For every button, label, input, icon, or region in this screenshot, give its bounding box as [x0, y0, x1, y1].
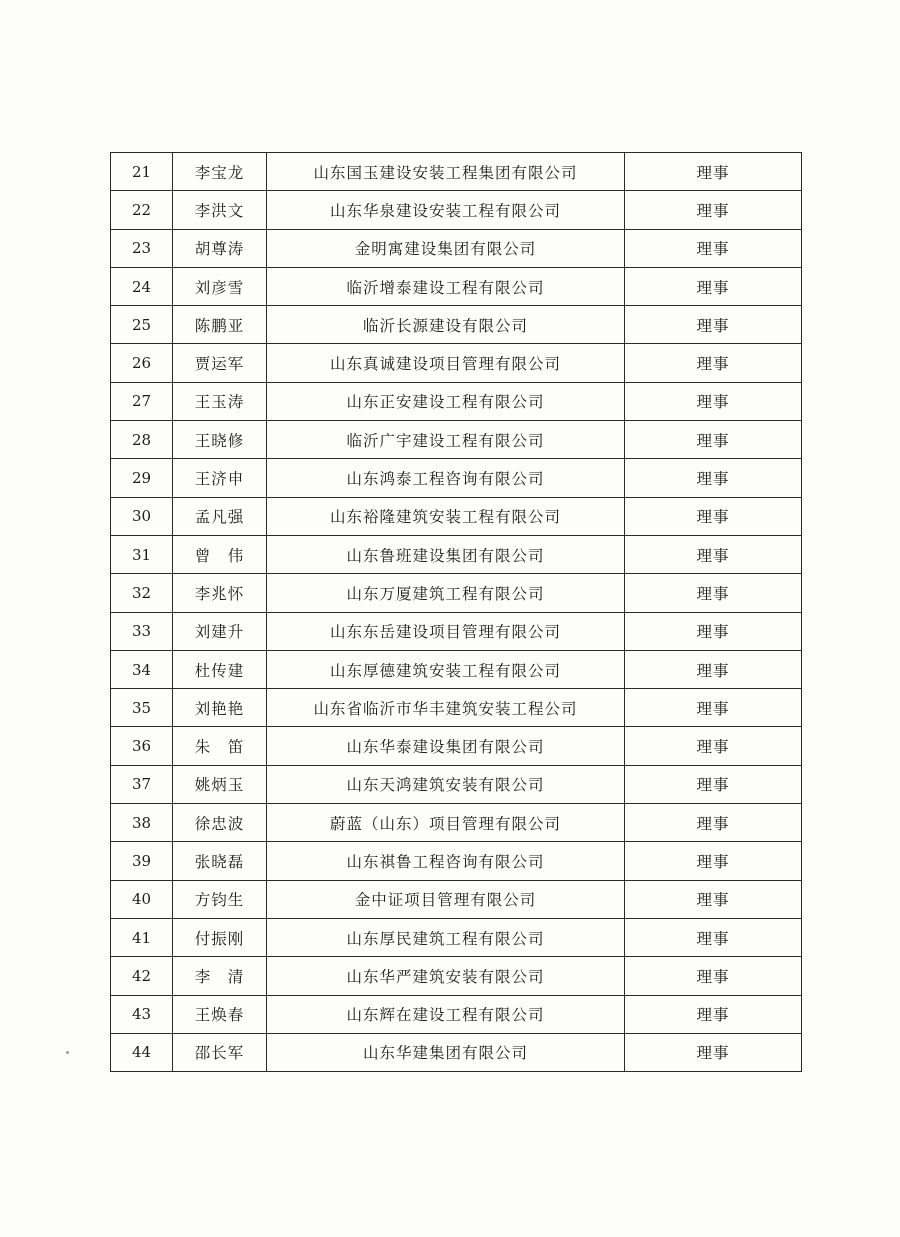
row-number: 43 [111, 995, 173, 1033]
table-row [111, 497, 802, 535]
table-row [111, 612, 802, 650]
table-row [111, 382, 802, 420]
member-name: 陈鹏亚 [173, 306, 267, 344]
row-number: 34 [111, 650, 173, 688]
row-number: 23 [111, 229, 173, 267]
table-row [111, 842, 802, 880]
member-role: 理事 [625, 574, 802, 612]
member-name: 胡尊涛 [173, 229, 267, 267]
member-name: 刘艳艳 [173, 689, 267, 727]
row-number: 21 [111, 153, 173, 191]
member-role: 理事 [625, 421, 802, 459]
company-name: 山东华泉建设安装工程有限公司 [267, 191, 625, 229]
row-number: 41 [111, 918, 173, 956]
member-name: 张晓磊 [173, 842, 267, 880]
company-name: 山东省临沂市华丰建筑安装工程公司 [267, 689, 625, 727]
company-name: 山东祺鲁工程咨询有限公司 [267, 842, 625, 880]
row-number: 37 [111, 765, 173, 803]
member-name: 王玉涛 [173, 382, 267, 420]
member-name: 付振刚 [173, 918, 267, 956]
member-name: 刘彦雪 [173, 267, 267, 305]
row-number: 26 [111, 344, 173, 382]
member-role: 理事 [625, 842, 802, 880]
table-row [111, 306, 802, 344]
table-row [111, 421, 802, 459]
member-name: 徐忠波 [173, 804, 267, 842]
row-number: 32 [111, 574, 173, 612]
table-row [111, 229, 802, 267]
member-table [110, 152, 802, 1072]
table-row [111, 727, 802, 765]
member-role: 理事 [625, 765, 802, 803]
member-role: 理事 [625, 918, 802, 956]
table-row [111, 689, 802, 727]
company-name: 山东裕隆建筑安装工程有限公司 [267, 497, 625, 535]
company-name: 山东厚德建筑安装工程有限公司 [267, 650, 625, 688]
member-role: 理事 [625, 612, 802, 650]
member-name: 孟凡强 [173, 497, 267, 535]
row-number: 30 [111, 497, 173, 535]
member-role: 理事 [625, 804, 802, 842]
member-role: 理事 [625, 382, 802, 420]
member-role: 理事 [625, 267, 802, 305]
company-name: 山东鸿泰工程咨询有限公司 [267, 459, 625, 497]
table-row [111, 459, 802, 497]
table-row [111, 880, 802, 918]
row-number: 35 [111, 689, 173, 727]
table-row [111, 804, 802, 842]
company-name: 蔚蓝（山东）项目管理有限公司 [267, 804, 625, 842]
row-number: 36 [111, 727, 173, 765]
table-row [111, 344, 802, 382]
row-number: 31 [111, 535, 173, 573]
row-number: 44 [111, 1033, 173, 1071]
member-role: 理事 [625, 1033, 802, 1071]
member-name: 王晓修 [173, 421, 267, 459]
member-name: 李洪文 [173, 191, 267, 229]
member-name: 王济申 [173, 459, 267, 497]
table-row [111, 765, 802, 803]
table-row [111, 153, 802, 191]
table-row [111, 650, 802, 688]
member-name: 杜传建 [173, 650, 267, 688]
company-name: 山东真诚建设项目管理有限公司 [267, 344, 625, 382]
member-role: 理事 [625, 650, 802, 688]
company-name: 临沂长源建设有限公司 [267, 306, 625, 344]
member-name: 王焕春 [173, 995, 267, 1033]
company-name: 山东万厦建筑工程有限公司 [267, 574, 625, 612]
member-role: 理事 [625, 191, 802, 229]
member-role: 理事 [625, 229, 802, 267]
row-number: 42 [111, 957, 173, 995]
member-table-body [111, 153, 802, 1072]
member-role: 理事 [625, 880, 802, 918]
member-name: 曾 伟 [173, 535, 267, 573]
company-name: 山东华严建筑安装有限公司 [267, 957, 625, 995]
member-name: 姚炳玉 [173, 765, 267, 803]
member-role: 理事 [625, 344, 802, 382]
company-name: 金明寓建设集团有限公司 [267, 229, 625, 267]
table-row [111, 574, 802, 612]
member-role: 理事 [625, 535, 802, 573]
member-role: 理事 [625, 957, 802, 995]
member-role: 理事 [625, 995, 802, 1033]
row-number: 24 [111, 267, 173, 305]
member-name: 刘建升 [173, 612, 267, 650]
member-name: 李兆怀 [173, 574, 267, 612]
company-name: 临沂广宇建设工程有限公司 [267, 421, 625, 459]
member-name: 朱 笛 [173, 727, 267, 765]
row-number: 25 [111, 306, 173, 344]
company-name: 山东正安建设工程有限公司 [267, 382, 625, 420]
member-name: 李宝龙 [173, 153, 267, 191]
table-row [111, 995, 802, 1033]
member-role: 理事 [625, 459, 802, 497]
table-row [111, 1033, 802, 1071]
member-name: 李 清 [173, 957, 267, 995]
company-name: 山东国玉建设安装工程集团有限公司 [267, 153, 625, 191]
table-row [111, 918, 802, 956]
scan-speck [66, 1051, 69, 1054]
row-number: 28 [111, 421, 173, 459]
row-number: 40 [111, 880, 173, 918]
row-number: 29 [111, 459, 173, 497]
table-row [111, 267, 802, 305]
table-row [111, 191, 802, 229]
table-row [111, 535, 802, 573]
company-name: 山东厚民建筑工程有限公司 [267, 918, 625, 956]
member-role: 理事 [625, 727, 802, 765]
company-name: 山东辉在建设工程有限公司 [267, 995, 625, 1033]
member-name: 贾运军 [173, 344, 267, 382]
company-name: 临沂增泰建设工程有限公司 [267, 267, 625, 305]
row-number: 33 [111, 612, 173, 650]
member-role: 理事 [625, 689, 802, 727]
member-role: 理事 [625, 306, 802, 344]
company-name: 山东华建集团有限公司 [267, 1033, 625, 1071]
member-name: 方钧生 [173, 880, 267, 918]
row-number: 39 [111, 842, 173, 880]
row-number: 38 [111, 804, 173, 842]
company-name: 山东天鸿建筑安装有限公司 [267, 765, 625, 803]
company-name: 山东鲁班建设集团有限公司 [267, 535, 625, 573]
member-role: 理事 [625, 497, 802, 535]
member-name: 邵长军 [173, 1033, 267, 1071]
row-number: 27 [111, 382, 173, 420]
table-row [111, 957, 802, 995]
company-name: 金中证项目管理有限公司 [267, 880, 625, 918]
company-name: 山东华泰建设集团有限公司 [267, 727, 625, 765]
row-number: 22 [111, 191, 173, 229]
member-role: 理事 [625, 153, 802, 191]
company-name: 山东东岳建设项目管理有限公司 [267, 612, 625, 650]
